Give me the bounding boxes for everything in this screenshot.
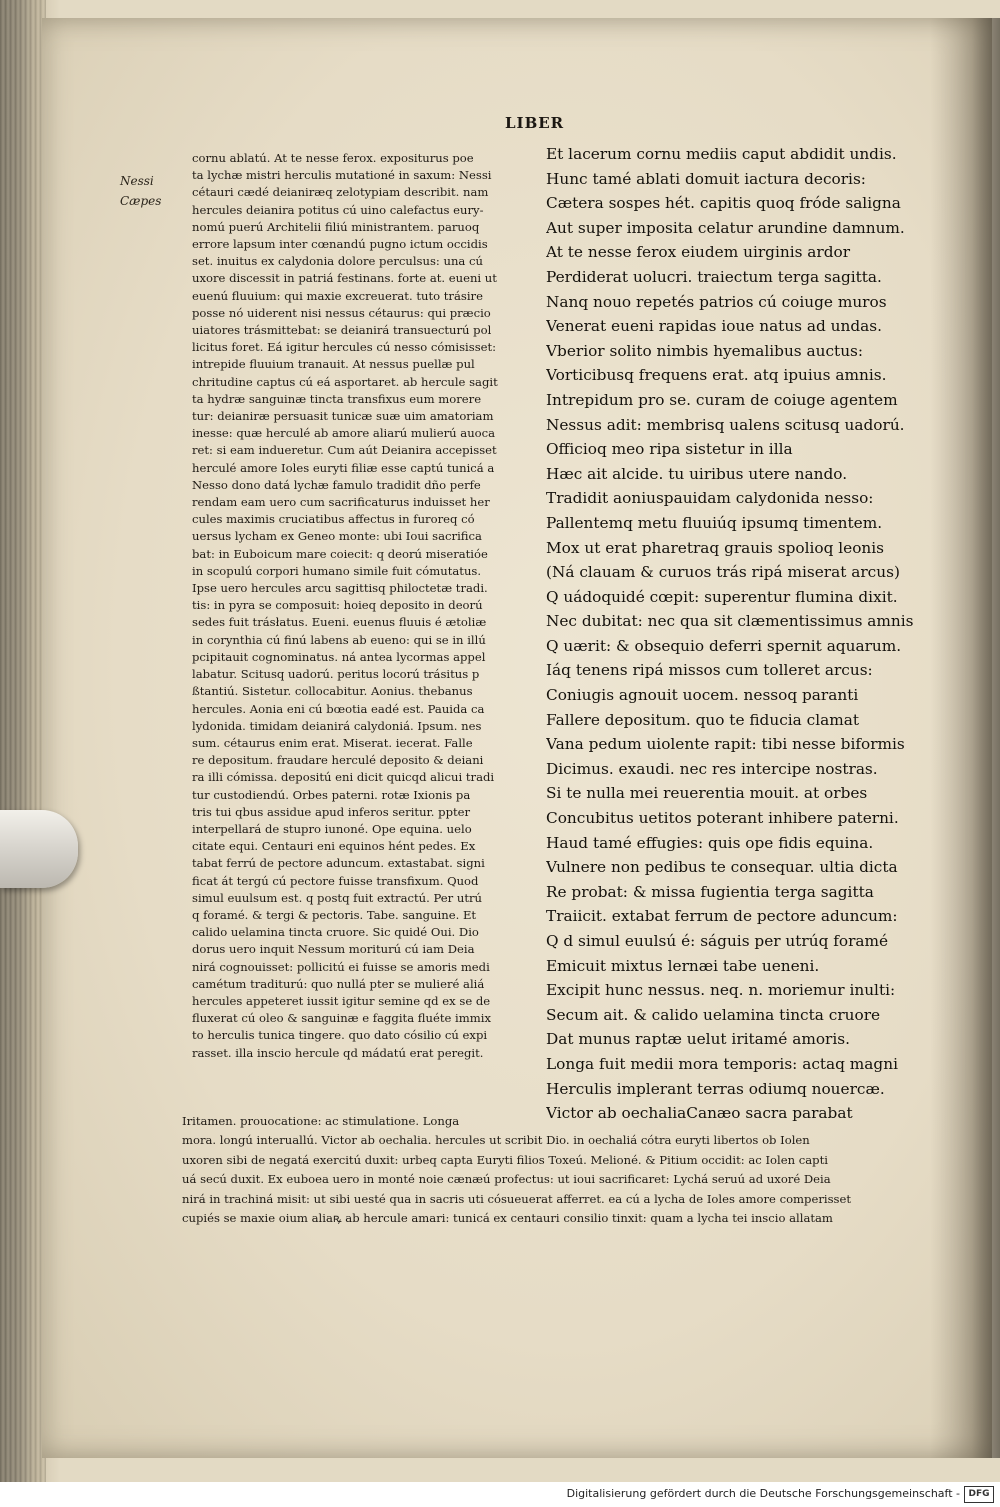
verse-line: Dat munus raptæ uelut iritamé amoris.	[546, 1030, 850, 1049]
verse-line: Q uádoquidé cœpit: superentur flumina dixit.	[546, 587, 898, 606]
bottom-commentary	[182, 1112, 952, 1228]
commentary-line: ret: si eam indueretur. Cum aút Deianira accepisset	[192, 443, 497, 458]
show-through-notes	[128, 700, 132, 716]
verse-line: Nanq nouo repetés patrios cú coiuge muros	[546, 292, 887, 311]
verse-line: Vana pedum uiolente rapit: tibi nesse biformis	[546, 735, 905, 754]
commentary-line: euenú fluuium: qui maxie excreuerat. tuto trásire	[192, 288, 483, 303]
verse-line: Pallentemq metu fluuiúq ipsumq timentem.	[546, 513, 883, 532]
commentary-line: tabat ferrú de pectore aduncum. extastabat. signi	[192, 856, 485, 871]
show-through-text	[140, 150, 144, 166]
commentary-line: ßtantiú. Sistetur. collocabitur. Aonius. thebanus	[192, 684, 473, 699]
commentary-line: hercules appeteret iussit igitur semine qd ex se de	[192, 993, 491, 1008]
commentary-line: to herculis tunica tingere. quo dato cósilio cú expi	[192, 1028, 488, 1043]
commentary-line: Ipse uero hercules arcu sagittisq philoctetæ tradi.	[192, 581, 488, 596]
commentary-line: hercules deianira potitus cú uino calefactus eury-	[192, 202, 484, 217]
margin-note-nessi: Nessi	[120, 174, 154, 188]
verse-line: Q uærit: & obsequio deferri spernit aquarum.	[546, 636, 902, 655]
commentary-line: calido uelamina tincta cruore. Sic quidé Oui. Dio	[192, 925, 479, 940]
commentary-line: sedes fuit trásłatus. Eueni. euenus fluuis é ætoliæ	[192, 615, 487, 630]
commentary-line: tur: deianiræ persuasit tunicæ suæ uim amatoriam	[192, 409, 494, 424]
commentary-line: ficat át tergú cú pectore fuisse transfixum. Quod	[192, 873, 479, 888]
verse-line: Officioq meo ripa sistetur in illa	[546, 440, 793, 459]
verse-line: Hunc tamé ablati domuit iactura decoris:	[546, 169, 866, 188]
bottom-commentary-line: mora. longú interuallú. Victor ab oechalia. hercules ut scribit Dio. in oechaliá cótra euryti libertos ob Iolen	[182, 1133, 810, 1148]
commentary-line: in corynthia cú finú labens ab eueno: qui se in illú	[192, 632, 486, 647]
commentary-line: re depositum. fraudare herculé deposito & deiani	[192, 753, 484, 768]
margin-note-caepes: Cæpes	[120, 194, 162, 208]
verse-line: Tradidit aoniuspauidam calydonida nesso:	[546, 489, 874, 508]
verse-line: Herculis implerant terras odiumq nouercæ.	[546, 1079, 885, 1098]
dfg-logo: DFG	[964, 1486, 994, 1503]
page-clip	[0, 810, 78, 888]
bottom-commentary-line: uxoren sibi de negatá exercitú duxit: urbeq capta Euryti filios Toxeú. Melioné. & Pitium occidit: ac Iolen capti	[182, 1152, 828, 1167]
commentary-line: fluxerat cú oleo & sanguinæ e faggita fluéte immix	[192, 1011, 492, 1026]
verse-line: Emicuit mixtus lernæi tabe ueneni.	[546, 956, 820, 975]
commentary-line: nomú puerú Architelii filiú ministrantem. paruoq	[192, 219, 480, 234]
verse-line: Si te nulla mei reuerentia mouit. at orbes	[546, 784, 868, 803]
bottom-commentary-line: uá secú duxit. Ex euboea uero in monté noie cænæú profectus: ut ioui sacrificaret: Lychá seruú ad uxoré Deia	[182, 1172, 831, 1187]
book-fore-edge	[0, 0, 46, 1507]
verse-line: Aut super imposita celatur arundine damnum.	[546, 218, 905, 237]
verse-line: Haud tamé effugies: quis ope fidis equina.	[546, 833, 874, 852]
verse-column	[546, 142, 946, 1126]
commentary-line: posse nó uiderent nisi nessus cétaurus: qui præcio	[192, 305, 491, 320]
verse-line: Cætera sospes hét. capitis quoq fróde saligna	[546, 194, 901, 213]
commentary-line: rendam eam uero cum sacrificaturus induisset her	[192, 495, 490, 510]
commentary-line: labatur. Scitusq uadorú. peritus locorú trásitus p	[192, 667, 480, 682]
commentary-line: cétauri cædé deianiræq zelotypiam describit. nam	[192, 185, 489, 200]
verse-line: Q d simul euulsú é: ságuis per utrúq foramé	[546, 932, 889, 950]
commentary-line: errore lapsum inter cœnandú pugno ictum occidis	[192, 237, 488, 252]
commentary-line: Nesso dono datá lychæ famulo tradidit dño perfe	[192, 477, 481, 492]
verse-line: Longa fuit medii mora temporis: actaq magni	[546, 1054, 898, 1073]
commentary-line: bat: in Euboicum mare coiecit: q deorú miseratióe	[192, 546, 488, 561]
commentary-column	[192, 150, 537, 1062]
verse-line: Fallere depositum. quo te fiducia clamat	[546, 710, 859, 729]
verse-line: Coniugis agnouit uocem. nessoq paranti	[546, 686, 859, 705]
bottom-commentary-line: nirá in trachiná misit: ut sibi uesté qua in sacris uti cósueuerat afferret. ea cú a lycha de Ioles amore comperisset	[182, 1191, 852, 1206]
commentary-line: interpellará de stupro iunoné. Ope equina. uelo	[192, 821, 472, 836]
commentary-line: hercules. Aonia eni cú bœotia eadé est. Pauida ca	[192, 701, 485, 716]
verse-line: Dicimus. exaudi. nec res intercipe nostras.	[546, 759, 878, 778]
verse-line: Nessus adit: membrisq ualens scitusq uadorú.	[546, 415, 905, 434]
commentary-line: lydonida. timidam deianirá calydoniá. Ipsum. nes	[192, 718, 482, 733]
commentary-line: dorus uero inquit Nessum moriturú cú iam Deia	[192, 942, 475, 957]
commentary-line: sum. cétaurus enim erat. Miserat. iecerat. Falle	[192, 735, 473, 750]
verse-line: Nec dubitat: nec qua sit clæmentissimus amnis	[546, 612, 914, 631]
verse-line: (Ná clauam & curuos trás ripá miserat arcus)	[546, 563, 900, 582]
verse-line: Secum ait. & calido uelamina tincta cruore	[546, 1005, 881, 1024]
commentary-line: tis: in pyra se composuit: hoieq deposito in deorú	[192, 598, 483, 613]
verse-line: At te nesse ferox eiudem uirginis ardor	[546, 243, 851, 262]
verse-line: Excipit hunc nessus. neq. n. moriemur inulti:	[546, 981, 896, 1000]
verse-line: Venerat eueni rapidas ioue natus ad undas.	[546, 317, 883, 336]
commentary-line: intrepide fluuium tranauit. At nessus puellæ pul	[192, 357, 475, 372]
verse-line: Et lacerum cornu mediis caput abdidit undis.	[546, 145, 897, 163]
bottom-commentary-line: cupiés se maxie oium aliaꝶ ab hercule amari: tunicá ex centauri consilio tinxit: quam a lycha tei inscio allatam	[182, 1211, 833, 1226]
commentary-line: chritudine captus cú eá asportaret. ab hercule sagit	[192, 374, 498, 389]
footer-credit: Digitalisierung gefördert durch die Deutsche Forschungsgemeinschaft -	[566, 1487, 960, 1500]
commentary-line: cules maximis cruciatibus affectus in furoreq có	[192, 512, 475, 527]
commentary-line: tur custodiendú. Orbes paterni. rotæ Ixionis pa	[192, 787, 471, 802]
verse-line: Vorticibusq frequens erat. atq ipuius amnis.	[546, 366, 887, 385]
commentary-line: tris tui qbus assidue apud inferos seritur. ppter	[192, 804, 471, 819]
commentary-line: set. inuitus ex calydonia dolore perculsus: una cú	[192, 254, 483, 269]
commentary-line: uxore discessit in patriá festinans. forte at. eueni ut	[192, 271, 497, 286]
running-head: LIBER	[505, 114, 565, 132]
verse-line: Iáq tenens ripá missos cum tolleret arcus:	[546, 661, 873, 680]
verse-line: Victor ab oechaliaCanæo sacra parabat	[546, 1104, 853, 1123]
commentary-line: q foramé. & tergi & pectoris. Tabe. sanguine. Et	[192, 907, 477, 922]
verse-line: Vberior solito nimbis hyemalibus auctus:	[546, 341, 864, 360]
commentary-line: ra illi cómissa. depositú eni dicit quicqd alicui tradi	[192, 770, 495, 785]
commentary-line: uiatores trásmittebat: se deianirá transuecturú pol	[192, 323, 492, 338]
verse-line: Perdiderat uolucri. traiectum terga sagitta.	[546, 267, 882, 286]
verse-line: Re probat: & missa fugientia terga sagitta	[546, 882, 874, 901]
commentary-line: herculé amore Ioles euryti filiæ esse captú tunicá a	[192, 460, 495, 475]
commentary-line: citate equi. Centauri eni equinos hént pedes. Ex	[192, 839, 476, 854]
verse-line: Concubitus uetitos poterant inhibere paterni.	[546, 809, 899, 828]
verse-line: Intrepidum pro se. curam de coiuge agentem	[546, 390, 898, 409]
commentary-line: uersus lycham ex Geneo monte: ubi Ioui sacrifica	[192, 529, 482, 544]
commentary-line: rasset. illa inscio hercule qd mádatú erat peregit.	[192, 1045, 484, 1060]
verse-line: Traiicit. extabat ferrum de pectore aduncum:	[546, 907, 898, 926]
verse-line: Hæc ait alcide. tu uiribus utere nando.	[546, 464, 848, 483]
commentary-line: ta lychæ mistri herculis mutationé in saxum: Nessi	[192, 168, 492, 183]
verse-line: Vulnere non pedibus te consequar. ultia dicta	[546, 858, 898, 877]
commentary-line: inesse: quæ herculé ab amore aliarú mulierú auoca	[192, 426, 496, 441]
footer-bar	[0, 1482, 1000, 1507]
bottom-commentary-line: Iritamen. prouocatione: ac stimulatione. Longa	[182, 1114, 460, 1128]
commentary-line: pcipitauit cognominatus. ná antea lycormas appel	[192, 649, 486, 664]
commentary-line: cornu ablatú. At te nesse ferox. expositurus poe	[192, 151, 474, 165]
commentary-line: simul euulsum est. q postq fuit extractú. Per utrú	[192, 890, 482, 905]
commentary-line: in scopulú corpori humano simile fuit cómutatus.	[192, 563, 482, 578]
verse-line: Mox ut erat pharetraq grauis spolioq leonis	[546, 538, 885, 557]
commentary-line: ta hydræ sanguinæ tincta transfixus eum morere	[192, 391, 482, 406]
commentary-line: camétum traditurú: quo nullá pter se mulieré aliá	[192, 976, 485, 991]
commentary-line: licitus foret. Eá igitur hercules cú nesso cómisisset:	[192, 340, 497, 355]
commentary-line: nirá cognouisset: pollicitú ei fuisse se amoris medi	[192, 959, 490, 974]
